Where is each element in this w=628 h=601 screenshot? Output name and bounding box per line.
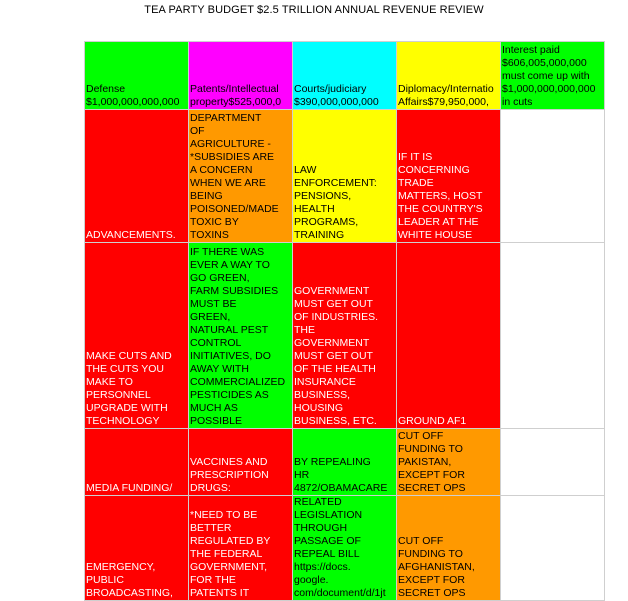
table-row [85,243,605,429]
table-cell[interactable]: IF THERE WAS EVER A WAY TO GO GREEN, FARM SUBSIDIES MUST BE GREEN, NATURAL PEST CONTROL INITIATIVES, DO AWAY WITH COMMERCIALIZED PESTICIDES AS MUCH AS POSSIBLE [189,243,293,429]
table-cell[interactable]: ADVANCEMENTS. [85,110,189,243]
table-cell[interactable] [501,429,605,496]
table-cell[interactable]: CUT OFF FUNDING TO AFGHANISTAN, EXCEPT FOR SECRET OPS [397,496,501,601]
table-cell[interactable]: IF IT IS CONCERNING TRADE MATTERS, HOST THE COUNTRY'S LEADER AT THE WHITE HOUSE [397,110,501,243]
table-cell[interactable]: RELATED LEGISLATION THROUGH PASSAGE OF REPEAL BILL https://docs. google. com/document/d/1jt [293,496,397,601]
table-cell[interactable]: MEDIA FUNDING/ [85,429,189,496]
table-cell[interactable]: *NEED TO BE BETTER REGULATED BY THE FEDERAL GOVERNMENT, FOR THE PATENTS IT [189,496,293,601]
table-row [85,429,605,496]
header-defense[interactable]: Defense $1,000,000,000,000 [85,42,189,110]
header-interest[interactable]: Interest paid $606,005,000,000 must come up with $1,000,000,000,000 in cuts [501,42,605,110]
table-cell[interactable]: GOVERNMENT MUST GET OUT OF INDUSTRIES. THE GOVERNMENT MUST GET OUT OF THE HEALTH INSURANCE BUSINESS, HOUSING BUSINESS, ETC. [293,243,397,429]
table-row [85,110,605,243]
table-cell[interactable] [501,110,605,243]
table-cell[interactable]: GROUND AF1 [397,243,501,429]
header-diplomacy[interactable]: Diplomacy/Internatio Affairs$79,950,000, [397,42,501,110]
header-patents[interactable]: Patents/Intellectual property$525,000,0 [189,42,293,110]
table-cell[interactable] [501,243,605,429]
table-row [85,496,605,601]
table-cell[interactable]: DEPARTMENT OF AGRICULTURE - *SUBSIDIES ARE A CONCERN WHEN WE ARE BEING POISONED/MADE TOXIC BY TOXINS [189,110,293,243]
table-cell[interactable]: MAKE CUTS AND THE CUTS YOU MAKE TO PERSONNEL UPGRADE WITH TECHNOLOGY [85,243,189,429]
table-cell[interactable]: EMERGENCY, PUBLIC BROADCASTING, [85,496,189,601]
table-cell[interactable]: CUT OFF FUNDING TO PAKISTAN, EXCEPT FOR SECRET OPS [397,429,501,496]
table-cell[interactable]: VACCINES AND PRESCRIPTION DRUGS: [189,429,293,496]
table-cell[interactable]: BY REPEALING HR 4872/OBAMACARE [293,429,397,496]
table-cell[interactable]: LAW ENFORCEMENT: PENSIONS, HEALTH PROGRAMS, TRAINING [293,110,397,243]
table-cell[interactable] [501,496,605,601]
budget-table [84,41,605,601]
header-row [85,42,605,110]
header-courts[interactable]: Courts/judiciary $390,000,000,000 [293,42,397,110]
sheet-title: TEA PARTY BUDGET $2.5 TRILLION ANNUAL REVENUE REVIEW [144,4,484,16]
